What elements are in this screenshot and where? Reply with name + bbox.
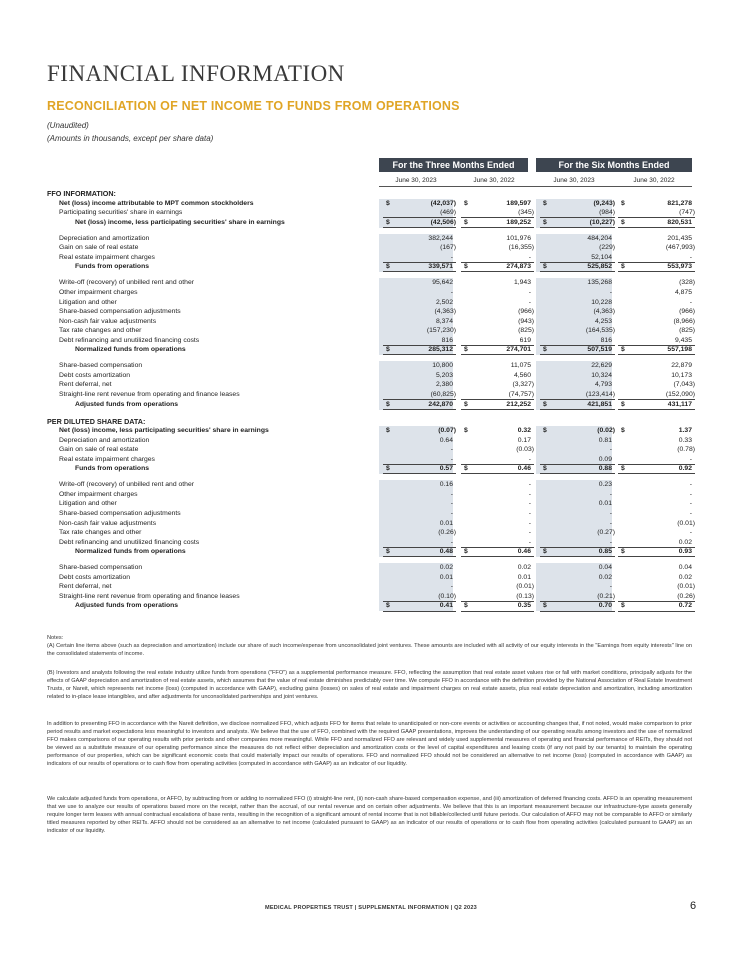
value-cell: 4,253 bbox=[594, 317, 612, 325]
value-cell: 0.81 bbox=[598, 436, 612, 444]
notes-heading: Notes: bbox=[47, 635, 64, 641]
row-label: Write-off (recovery) of unbilled rent and other bbox=[59, 481, 194, 489]
units-label: (Amounts in thousands, except per share data) bbox=[47, 134, 214, 143]
row-label: Depreciation and amortization bbox=[59, 234, 150, 242]
table-row bbox=[47, 262, 692, 272]
value-cell: (0.10) bbox=[438, 592, 456, 600]
value-cell: (469) bbox=[440, 209, 456, 217]
value-cell: 816 bbox=[441, 336, 453, 344]
row-label: Share-based compensation bbox=[59, 564, 143, 572]
row-label: Other impairment charges bbox=[59, 490, 138, 498]
row-label: Funds from operations bbox=[75, 263, 150, 271]
value-cell: 274,701 bbox=[506, 346, 531, 354]
value-cell: 189,597 bbox=[506, 199, 531, 207]
value-cell: - bbox=[450, 510, 453, 517]
table-row bbox=[47, 218, 692, 228]
row-label: Real estate impairment charges bbox=[59, 455, 155, 463]
value-cell: 0.01 bbox=[439, 573, 453, 581]
value-cell: 22,629 bbox=[591, 362, 612, 370]
dollar-sign: $ bbox=[464, 218, 468, 226]
dollar-sign: $ bbox=[621, 427, 625, 435]
table-row bbox=[47, 563, 692, 573]
value-cell: - bbox=[450, 446, 453, 454]
table-row bbox=[47, 519, 695, 529]
note-affo: We calculate adjusted funds from operations, or AFFO, by subtracting from or adding to normalized FFO (i) straight-line rent, (ii) non-cash share-based compensation expense, and (iii) amortization of deferred financing costs. AFFO is an operating measurement that we use to analyze our results of operations based more on the receipt, rather than the accrual, of our rental revenue and on certain other adjustments. We believe that this is an important measurement because our infrastructure-type assets generally require longer term leases with annual contractual escalations of base rents, resulting in the recognition of a significant amount of rental income that is not billable/collected until future periods. Our calculation of AFFO may not be comparable to AFFO or similarly titled measures reported by other REITs. AFFO should not be considered as an alternative to net income (calculated pursuant to GAAP) as an indicator of our results of operations or to cash flow from operating activities (calculated pursuant to GAAP) as an indicator of our liquidity. bbox=[47, 796, 692, 835]
value-cell: (747) bbox=[679, 209, 695, 217]
dollar-sign: $ bbox=[543, 465, 547, 473]
value-cell: 10,228 bbox=[591, 298, 612, 306]
row-label: Rent deferral, net bbox=[59, 583, 112, 591]
value-cell: (328) bbox=[679, 279, 695, 287]
table-row bbox=[47, 326, 695, 336]
value-cell: (825) bbox=[518, 327, 534, 335]
dollar-sign: $ bbox=[386, 346, 390, 354]
table-row bbox=[47, 601, 692, 611]
value-cell: - bbox=[528, 510, 531, 517]
value-cell: 0.85 bbox=[598, 548, 612, 556]
value-cell: 10,800 bbox=[432, 362, 453, 370]
value-cell: 0.57 bbox=[439, 465, 453, 473]
value-cell: (42,037) bbox=[430, 199, 456, 207]
value-cell: - bbox=[528, 538, 531, 546]
value-cell: 11,075 bbox=[510, 362, 531, 370]
value-cell: 0.46 bbox=[517, 465, 531, 473]
row-label: Participating securities' share in earnings bbox=[59, 209, 183, 217]
note-ffo-normalized: In addition to presenting FFO in accordance with the Nareit definition, we disclose normalized FFO, which adjusts FFO for items that relate to unanticipated or non-core events or activities or accounting changes that, if not noted, would make comparison to prior period results and market expectations less meaningful to investors and analysts. We believe that the use of FFO, combined with the required GAAP presentations, improves the understanding of our operating results among investors and the use of normalized FFO makes comparisons of our operating results with prior periods and other companies more meaningful. While FFO and normalized FFO are relevant and widely used supplemental measures of operating and financial performance of REITs, they should not be viewed as a substitute measure of our operating performance since the measures do not reflect either depreciation and amortization costs or the level of capital expenditures and leasing costs (if any not paid by our tenants) to maintain the operating performance of our properties, which can be significant economic costs that could materially impact our results of operations. FFO and normalized FFO should not be considered an alternative to net income (loss) (computed in accordance with GAAP) as indicators of our results of operations or to cash flow from operating activities (computed in accordance with GAAP) as an indicator of our liquidity. bbox=[47, 721, 692, 768]
value-cell: 101,976 bbox=[506, 234, 531, 242]
dollar-sign: $ bbox=[621, 263, 625, 271]
page-number: 6 bbox=[690, 900, 697, 912]
value-cell: 0.23 bbox=[598, 481, 612, 489]
value-cell: 0.64 bbox=[439, 436, 453, 444]
value-cell: 4,793 bbox=[594, 381, 612, 389]
table-row bbox=[47, 436, 692, 446]
value-cell: 0.02 bbox=[678, 573, 692, 581]
value-cell: 553,973 bbox=[667, 263, 692, 271]
section-heading bbox=[47, 417, 692, 427]
dollar-sign: $ bbox=[464, 199, 468, 207]
value-cell: (0.01) bbox=[516, 583, 534, 591]
value-cell: (0.13) bbox=[516, 592, 534, 600]
table-row bbox=[47, 317, 695, 327]
value-cell: - bbox=[689, 455, 692, 463]
value-cell: 1.37 bbox=[678, 427, 692, 435]
value-cell: 507,519 bbox=[587, 346, 612, 354]
dollar-sign: $ bbox=[464, 427, 468, 435]
row-label: Debt costs amortization bbox=[59, 371, 131, 379]
dollar-sign: $ bbox=[621, 602, 625, 610]
value-cell: 484,204 bbox=[587, 234, 612, 242]
row-label: Normalized funds from operations bbox=[75, 548, 186, 556]
value-cell: 0.04 bbox=[598, 564, 612, 572]
row-label: FFO INFORMATION: bbox=[47, 189, 116, 198]
value-cell: 0.02 bbox=[439, 564, 453, 572]
row-label: Other impairment charges bbox=[59, 288, 138, 296]
value-cell: 0.32 bbox=[517, 427, 531, 435]
row-label: Gain on sale of real estate bbox=[59, 446, 139, 454]
note-b: (B) Investors and analysts following the real estate industry utilize funds from operations ("FFO") as a supplemental performance measure. FFO, reflecting the assumption that real estate asset values rise or fall with market conditions, principally adjusts for the effects of GAAP depreciation and amortization of real estate assets, which assumes that the value of real estate diminishes predictably over time. We compute FFO in accordance with the definition provided by the National Association of Real Estate Investment Trusts, or Nareit, which represents net income (loss) (computed in accordance with GAAP), excluding gains (losses) on sales of real estate and impairment charges on real estate assets, plus real estate depreciation and amortization, including amortization related to in-place lease intangibles, and after adjustments for unconsolidated partnerships and joint ventures. bbox=[47, 670, 692, 701]
dollar-sign: $ bbox=[386, 548, 390, 556]
value-cell: (4,363) bbox=[434, 308, 456, 316]
table-row bbox=[47, 345, 692, 355]
value-cell: 4,875 bbox=[674, 288, 692, 296]
dollar-sign: $ bbox=[543, 199, 547, 207]
value-cell: 52,104 bbox=[591, 253, 612, 261]
value-cell: - bbox=[689, 500, 692, 508]
dollar-sign: $ bbox=[621, 465, 625, 473]
col4-header: June 30, 2022 bbox=[633, 177, 675, 184]
dollar-sign: $ bbox=[543, 218, 547, 226]
value-cell: - bbox=[450, 583, 453, 591]
value-cell: 0.70 bbox=[598, 602, 612, 610]
value-cell: - bbox=[528, 253, 531, 261]
value-cell: - bbox=[689, 490, 692, 498]
dollar-sign: $ bbox=[621, 218, 625, 226]
value-cell: (943) bbox=[518, 317, 534, 325]
dollar-sign: $ bbox=[543, 548, 547, 556]
value-cell: 10,173 bbox=[671, 371, 692, 379]
value-cell: (0.01) bbox=[677, 519, 695, 527]
table-row bbox=[47, 380, 695, 390]
value-cell: 0.88 bbox=[598, 465, 612, 473]
table-row bbox=[47, 582, 695, 592]
dollar-sign: $ bbox=[543, 427, 547, 435]
value-cell: - bbox=[450, 538, 453, 546]
table-row bbox=[47, 361, 692, 371]
value-cell: 0.33 bbox=[678, 436, 692, 444]
dollar-sign: $ bbox=[543, 400, 547, 408]
value-cell: - bbox=[528, 519, 531, 527]
value-cell: - bbox=[528, 288, 531, 296]
row-label: Debt costs amortization bbox=[59, 573, 131, 581]
value-cell: 0.02 bbox=[598, 573, 612, 581]
note-a: (A) Certain line items above (such as depreciation and amortization) include our share of such income/expense from unconsolidated joint ventures. These amounts are included with all activity of our equity interests in the "Earnings from equity interests" line on the consolidated statements of income. bbox=[47, 643, 692, 658]
table-row bbox=[47, 400, 692, 410]
value-cell: - bbox=[528, 298, 531, 306]
value-cell: 0.46 bbox=[517, 548, 531, 556]
value-cell: (229) bbox=[599, 244, 615, 252]
dollar-sign: $ bbox=[543, 263, 547, 271]
value-cell: - bbox=[689, 298, 692, 306]
row-label: Net (loss) income attributable to MPT common stockholders bbox=[59, 199, 254, 207]
value-cell: - bbox=[609, 446, 612, 454]
dollar-sign: $ bbox=[621, 199, 625, 207]
table-row bbox=[47, 480, 692, 490]
value-cell: (0.21) bbox=[597, 592, 615, 600]
table-row bbox=[47, 234, 692, 244]
row-label: Litigation and other bbox=[59, 500, 117, 508]
table-row bbox=[47, 464, 692, 474]
row-label: Normalized funds from operations bbox=[75, 346, 186, 354]
value-cell: - bbox=[450, 253, 453, 261]
value-cell: 821,278 bbox=[667, 199, 692, 207]
value-cell: 820,531 bbox=[667, 218, 692, 226]
value-cell: (825) bbox=[679, 327, 695, 335]
value-cell: 431,117 bbox=[667, 400, 692, 408]
value-cell: - bbox=[528, 455, 531, 463]
value-cell: (9,243) bbox=[593, 199, 615, 207]
row-label: Real estate impairment charges bbox=[59, 253, 155, 261]
table-row bbox=[47, 288, 692, 298]
value-cell: - bbox=[609, 583, 612, 591]
dollar-sign: $ bbox=[464, 346, 468, 354]
dollar-sign: $ bbox=[464, 602, 468, 610]
row-label: Gain on sale of real estate bbox=[59, 244, 139, 252]
value-cell: 1,943 bbox=[513, 279, 531, 287]
value-cell: 0.35 bbox=[517, 602, 531, 610]
dollar-sign: $ bbox=[464, 263, 468, 271]
value-cell: 10,324 bbox=[591, 371, 612, 379]
row-label: Debt refinancing and unutilized financing costs bbox=[59, 336, 200, 344]
value-cell: (60,825) bbox=[430, 390, 456, 398]
row-label: Tax rate changes and other bbox=[59, 327, 142, 335]
value-cell: 421,851 bbox=[587, 400, 612, 408]
col2-header: June 30, 2022 bbox=[473, 177, 515, 184]
value-cell: 95,642 bbox=[432, 279, 453, 287]
table-row bbox=[47, 509, 692, 519]
section-title: RECONCILIATION OF NET INCOME TO FUNDS FROM OPERATIONS bbox=[47, 99, 460, 113]
row-label: Net (loss) income, less participating securities' share in earnings bbox=[75, 218, 285, 226]
value-cell: 22,879 bbox=[671, 362, 692, 370]
value-cell: - bbox=[609, 490, 612, 498]
table-row bbox=[47, 490, 692, 500]
dollar-sign: $ bbox=[543, 602, 547, 610]
row-label: Adjusted funds from operations bbox=[75, 400, 179, 408]
value-cell: (0.26) bbox=[677, 592, 695, 600]
value-cell: (7,043) bbox=[673, 381, 695, 389]
value-cell: (345) bbox=[518, 209, 534, 217]
value-cell: (164,535) bbox=[585, 327, 615, 335]
value-cell: 0.09 bbox=[598, 455, 612, 463]
col3-header: June 30, 2023 bbox=[553, 177, 595, 184]
value-cell: (74,757) bbox=[508, 390, 534, 398]
table-row bbox=[47, 528, 692, 538]
row-label: Debt refinancing and unutilized financing costs bbox=[59, 538, 200, 546]
table-row bbox=[47, 445, 695, 455]
value-cell: (10,227) bbox=[589, 218, 615, 226]
value-cell: (0.78) bbox=[677, 446, 695, 454]
table-row bbox=[47, 499, 692, 509]
row-label: Straight-line rent revenue from operating and finance leases bbox=[59, 592, 240, 600]
value-cell: 382,244 bbox=[428, 234, 453, 242]
value-cell: 4,560 bbox=[513, 371, 531, 379]
value-cell: 0.92 bbox=[678, 465, 692, 473]
value-cell: (42,506) bbox=[430, 218, 456, 226]
dollar-sign: $ bbox=[386, 218, 390, 226]
section-heading bbox=[47, 189, 692, 199]
value-cell: (0.07) bbox=[438, 427, 456, 435]
value-cell: (984) bbox=[599, 209, 615, 217]
value-cell: 0.93 bbox=[678, 548, 692, 556]
row-label: Depreciation and amortization bbox=[59, 436, 150, 444]
value-cell: - bbox=[450, 490, 453, 498]
dollar-sign: $ bbox=[386, 199, 390, 207]
table-row bbox=[47, 307, 695, 317]
value-cell: - bbox=[528, 481, 531, 489]
value-cell: - bbox=[609, 288, 612, 296]
table-row bbox=[47, 573, 692, 583]
value-cell: (0.27) bbox=[597, 529, 615, 537]
dollar-sign: $ bbox=[386, 602, 390, 610]
page-title: FINANCIAL INFORMATION bbox=[47, 61, 345, 86]
value-cell: 285,312 bbox=[428, 346, 453, 354]
value-cell: (3,327) bbox=[512, 381, 534, 389]
value-cell: 8,374 bbox=[435, 317, 453, 325]
three-months-header: For the Three Months Ended bbox=[379, 158, 528, 172]
row-label: Rent deferral, net bbox=[59, 381, 112, 389]
row-label: Funds from operations bbox=[75, 465, 150, 473]
dollar-sign: $ bbox=[621, 346, 625, 354]
row-label: Share-based compensation adjustments bbox=[59, 308, 181, 316]
row-label: Net (loss) income, less participating securities' share in earnings bbox=[59, 427, 269, 435]
row-label: Non-cash fair value adjustments bbox=[59, 317, 157, 325]
row-label: Non-cash fair value adjustments bbox=[59, 519, 157, 527]
value-cell: 274,873 bbox=[506, 263, 531, 271]
value-cell: (467,993) bbox=[665, 244, 695, 252]
table-row bbox=[47, 298, 692, 308]
table-row bbox=[47, 547, 692, 557]
value-cell: 557,198 bbox=[667, 346, 692, 354]
value-cell: (8,966) bbox=[673, 317, 695, 325]
unaudited-label: (Unaudited) bbox=[47, 121, 89, 130]
six-months-header: For the Six Months Ended bbox=[536, 158, 692, 172]
value-cell: 2,380 bbox=[435, 381, 453, 389]
value-cell: (16,355) bbox=[508, 244, 534, 252]
value-cell: - bbox=[609, 519, 612, 527]
table-row bbox=[47, 371, 692, 381]
table-row bbox=[47, 426, 692, 436]
value-cell: 525,852 bbox=[587, 263, 612, 271]
value-cell: 9,435 bbox=[674, 336, 692, 344]
col1-header: June 30, 2023 bbox=[395, 177, 437, 184]
value-cell: - bbox=[528, 500, 531, 508]
value-cell: 339,571 bbox=[428, 263, 453, 271]
value-cell: (0.26) bbox=[438, 529, 456, 537]
value-cell: 0.01 bbox=[439, 519, 453, 527]
value-cell: 0.04 bbox=[678, 564, 692, 572]
row-label: Litigation and other bbox=[59, 298, 117, 306]
row-label: Straight-line rent revenue from operating and finance leases bbox=[59, 390, 240, 398]
footer-text: MEDICAL PROPERTIES TRUST | SUPPLEMENTAL INFORMATION | Q2 2023 bbox=[265, 905, 477, 911]
value-cell: - bbox=[528, 490, 531, 498]
value-cell: (152,090) bbox=[665, 390, 695, 398]
value-cell: 0.02 bbox=[517, 564, 531, 572]
value-cell: 2,502 bbox=[435, 298, 453, 306]
value-cell: 619 bbox=[519, 336, 531, 344]
row-label: Share-based compensation adjustments bbox=[59, 510, 181, 517]
dollar-sign: $ bbox=[386, 400, 390, 408]
dollar-sign: $ bbox=[543, 346, 547, 354]
value-cell: 242,870 bbox=[428, 400, 453, 408]
row-label: PER DILUTED SHARE DATA: bbox=[47, 416, 146, 426]
value-cell: (0.03) bbox=[516, 446, 534, 454]
value-cell: - bbox=[609, 538, 612, 546]
value-cell: (966) bbox=[518, 308, 534, 316]
table-row bbox=[47, 278, 695, 288]
value-cell: 135,268 bbox=[587, 279, 612, 287]
dollar-sign: $ bbox=[464, 465, 468, 473]
value-cell: - bbox=[609, 510, 612, 517]
value-cell: 0.41 bbox=[439, 602, 453, 610]
value-cell: 201,435 bbox=[667, 234, 692, 242]
value-cell: (167) bbox=[440, 244, 456, 252]
value-cell: (966) bbox=[679, 308, 695, 316]
value-cell: 212,252 bbox=[506, 400, 531, 408]
value-cell: - bbox=[689, 510, 692, 517]
dollar-sign: $ bbox=[464, 548, 468, 556]
table-row bbox=[47, 199, 692, 209]
value-cell: (0.02) bbox=[597, 427, 615, 435]
dollar-sign: $ bbox=[386, 263, 390, 271]
value-cell: (0.01) bbox=[677, 583, 695, 591]
value-cell: 0.16 bbox=[439, 481, 453, 489]
value-cell: - bbox=[689, 529, 692, 537]
value-cell: 0.17 bbox=[517, 436, 531, 444]
value-cell: 0.48 bbox=[439, 548, 453, 556]
value-cell: 816 bbox=[600, 336, 612, 344]
dollar-sign: $ bbox=[621, 400, 625, 408]
row-label: Adjusted funds from operations bbox=[75, 602, 179, 610]
value-cell: 0.01 bbox=[598, 500, 612, 508]
row-label: Tax rate changes and other bbox=[59, 529, 142, 537]
value-cell: - bbox=[450, 455, 453, 463]
value-cell: 5,203 bbox=[435, 371, 453, 379]
value-cell: 0.02 bbox=[678, 538, 692, 546]
value-cell: 0.72 bbox=[678, 602, 692, 610]
row-label: Write-off (recovery) of unbilled rent and other bbox=[59, 279, 194, 287]
row-label: Share-based compensation bbox=[59, 362, 143, 370]
value-cell: 189,252 bbox=[506, 218, 531, 226]
value-cell: (157,230) bbox=[426, 327, 456, 335]
dollar-sign: $ bbox=[386, 427, 390, 435]
value-cell: - bbox=[450, 288, 453, 296]
dollar-sign: $ bbox=[464, 400, 468, 408]
dollar-sign: $ bbox=[621, 548, 625, 556]
value-cell: - bbox=[450, 500, 453, 508]
value-cell: (4,363) bbox=[593, 308, 615, 316]
dollar-sign: $ bbox=[386, 465, 390, 473]
value-cell: - bbox=[689, 253, 692, 261]
value-cell: - bbox=[689, 481, 692, 489]
value-cell: 0.01 bbox=[517, 573, 531, 581]
value-cell: - bbox=[528, 529, 531, 537]
header-rule bbox=[379, 186, 692, 187]
value-cell: (123,414) bbox=[585, 390, 615, 398]
table-row bbox=[47, 243, 695, 253]
